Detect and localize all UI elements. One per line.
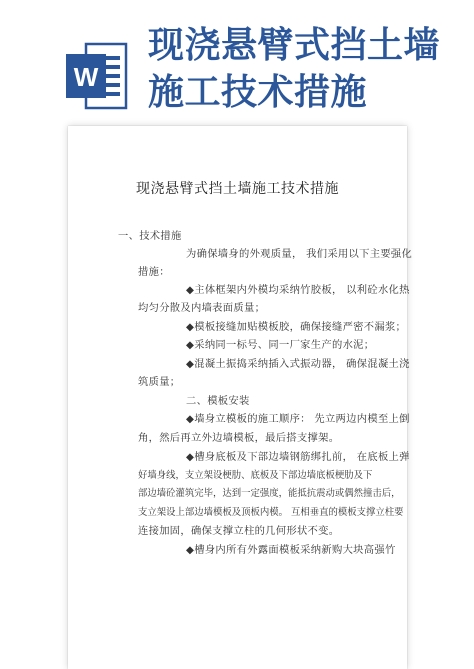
paragraph-line: 支立架设上部边墙模板及顶板内模。 互相垂直的模板支撑立柱要 bbox=[138, 507, 404, 518]
section-heading-2: 二、模板安装 bbox=[186, 395, 250, 407]
paragraph-line: 均匀分散及内墙表面质量； bbox=[138, 302, 266, 314]
bullet-line: ◆槽身底板及下部边墙钢筋绑扎前， 在底板上弹 bbox=[186, 451, 410, 463]
paragraph-line: 好墙身线，支立架设梗肋、底板及下部边墙底板梗肋及下 bbox=[138, 470, 373, 481]
word-document-icon bbox=[64, 40, 130, 112]
paragraph-line: 连接加固，确保支撑立柱的几何形状不变。 bbox=[138, 525, 340, 537]
bullet-line: ◆槽身内所有外露面模板采纳新购大块高强竹 bbox=[186, 544, 396, 556]
bullet-line: ◆墙身立模板的施工顺序： 先立两边内模至上倒 bbox=[186, 413, 410, 425]
paragraph-line: 措施： bbox=[138, 266, 170, 278]
document-title: 现浇悬臂式挡土墙施工技术措施 bbox=[136, 181, 339, 197]
document-page bbox=[68, 126, 413, 669]
paragraph-line: 角，然后再立外边墙模板，最后搭支撑架。 bbox=[138, 432, 340, 444]
section-heading-1: 一、技术措施 bbox=[118, 230, 182, 242]
paragraph-line: 筑质量； bbox=[138, 376, 181, 388]
bullet-line: ◆模板接缝加贴模板胶，确保接缝严密不漏浆； bbox=[186, 321, 407, 333]
page-title bbox=[148, 22, 440, 116]
paragraph-line: 为确保墙身的外观质量， 我们采用以下主要强化 bbox=[186, 248, 413, 260]
svg-text:W: W bbox=[73, 62, 99, 92]
bullet-line: ◆主体框架内外模均采纳竹胶板， 以利砼水化热 bbox=[186, 284, 410, 296]
bullet-line: ◆采纳同一标号、同一厂家生产的水泥； bbox=[186, 339, 375, 351]
page-title-line-1: 现浇悬臂式挡土墙 bbox=[148, 25, 441, 66]
paragraph-line: 部边墙砼灌筑完毕，达到一定强度，能抵抗震动或偶然撞击后， bbox=[138, 488, 401, 499]
bullet-line: ◆混凝土振捣采纳插入式振动器， 确保混凝土浇 bbox=[186, 358, 410, 370]
page-title-line-2: 施工技术措施 bbox=[148, 72, 368, 113]
